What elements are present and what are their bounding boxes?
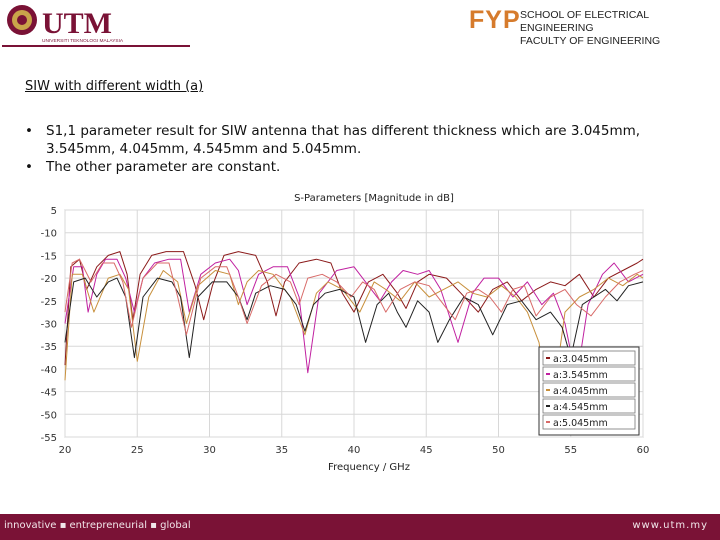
school-line-1: SCHOOL OF ELECTRICAL ENGINEERING bbox=[520, 9, 649, 34]
y-tick-label: -35 bbox=[40, 342, 57, 354]
school-line-2: FACULTY OF ENGINEERING bbox=[520, 35, 661, 47]
legend-label: a:4.545mm bbox=[553, 402, 608, 413]
x-tick-label: 40 bbox=[347, 445, 361, 456]
y-tick-label: -25 bbox=[40, 296, 57, 308]
logo-subtext: UNIVERSITI TEKNOLOGI MALAYSIA bbox=[42, 39, 124, 44]
y-tick-label: -45 bbox=[40, 387, 57, 399]
x-tick-label: 50 bbox=[492, 445, 505, 456]
bullet-item bbox=[25, 158, 665, 176]
x-tick-label: 30 bbox=[203, 445, 216, 456]
bullet-dot: • bbox=[25, 159, 33, 175]
utm-crest-icon bbox=[2, 0, 192, 52]
slide-header bbox=[0, 0, 720, 62]
y-tick-label: -40 bbox=[40, 364, 57, 376]
utm-logo bbox=[2, 0, 192, 52]
y-tick-label: -50 bbox=[40, 410, 57, 422]
y-tick-label: -20 bbox=[40, 274, 57, 286]
bullet-text-2: The other parameter are constant. bbox=[46, 159, 281, 175]
x-tick-label: 45 bbox=[419, 445, 433, 456]
x-tick-label: 20 bbox=[58, 445, 72, 456]
bullet-dot: • bbox=[25, 123, 33, 139]
legend-label: a:3.545mm bbox=[553, 370, 608, 381]
x-tick-label: 25 bbox=[130, 445, 144, 456]
bullet-text-1: S1,1 parameter result for SIW antenna that has different thickness which are 3.045mm, 3.545mm, 4.045mm, 4.545mm and 5.045mm. bbox=[46, 123, 641, 157]
y-tick-label: 5 bbox=[50, 206, 57, 217]
x-tick-label: 35 bbox=[275, 445, 289, 456]
school-info bbox=[520, 9, 720, 48]
y-tick-label: -30 bbox=[40, 319, 57, 331]
legend-label: a:3.045mm bbox=[553, 354, 608, 365]
s-parameter-chart bbox=[28, 187, 668, 477]
y-tick-label: -15 bbox=[40, 251, 57, 263]
footer-bar bbox=[0, 514, 720, 540]
fyp-label: FYP bbox=[469, 6, 521, 34]
footer-tagline: innovative ▪ entrepreneurial ▪ global bbox=[4, 520, 191, 531]
footer-website: www.utm.my bbox=[632, 520, 708, 531]
x-axis-label: Frequency / GHz bbox=[328, 462, 410, 473]
y-tick-label: -55 bbox=[40, 433, 57, 444]
x-tick-label: 60 bbox=[636, 445, 650, 456]
legend-label: a:4.045mm bbox=[553, 386, 608, 397]
chart-title: S-Parameters [Magnitude in dB] bbox=[294, 193, 454, 204]
logo-text: UTM bbox=[42, 7, 112, 40]
slide-title: SIW with different width (a) bbox=[25, 79, 204, 94]
y-tick-label: -10 bbox=[40, 228, 57, 240]
legend-label: a:5.045mm bbox=[553, 418, 608, 429]
x-tick-label: 55 bbox=[564, 445, 578, 456]
bullet-list bbox=[25, 122, 665, 176]
bullet-item bbox=[25, 122, 665, 158]
